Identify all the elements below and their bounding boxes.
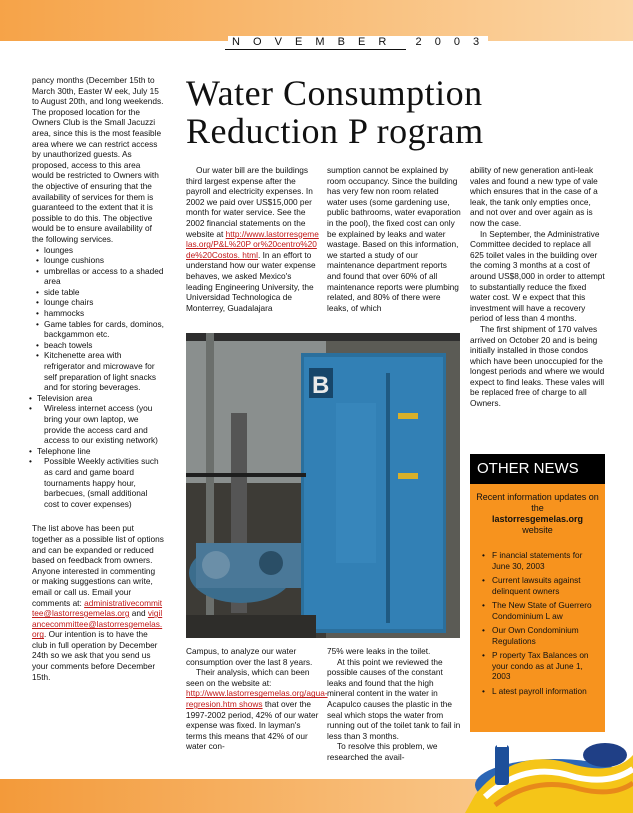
col2-text-2: . In an effort to understand how our water expense behaves, we asked Mexico's leading Engineering University, the Universidad Technologica de Monterrey, Guadalajara [186, 249, 316, 313]
col3-bottom-p2: At this point we reviewed the possible causes of the constant leaks and found that the high mineral content in the water in Acapulco causes the plastic in the seal which stops the water from running out of the toilet tank to fail in less than 3 months. [327, 656, 461, 741]
col4-p1: ability of new generation anti-leak vales and found a new type of vale which ensures that in the case of a leak, the tank only empties once, and not over and over again as is now the case. [470, 165, 598, 228]
col2-bottom-p1: Campus, to analyze our water consumption over the last 8 years. [186, 646, 313, 667]
col2-bottom-p2b: that over the 1997-2002 period, 42% of our water expense was fixed. In layman's terms this means that 42% of our water con- [186, 698, 319, 752]
closing-text: The list above has been put together as a possible list of options and can be expanded or reduced based on feedback from owners. Anyone interested in commenting or making suggestions can write, email or call us. Email your comments at: [32, 523, 164, 608]
service-item: • umbrellas or access to a shaded area [44, 266, 164, 287]
news-item[interactable]: • P roperty Tax Balances on your condo as at June 1, 2003 [492, 650, 599, 682]
closing-text-2: . Our intention is to have the club in full operation by December 24th so we ask that you send us your comments before December 15th. [32, 629, 158, 682]
other-news-heading: OTHER NEWS [470, 454, 605, 484]
col3-text: sumption cannot be explained by room occupancy. Since the building has very few non room related water uses (some gardening use, public bathrooms, water evaporation in the pool), the fixed cost can only be explained by leaks and water wastage. Based on this information, we started a study of our maintenance department reports and found that over 60% of all maintenance reports were plumbing related, and 80% of there were leaks, of which [327, 165, 461, 313]
pl-link[interactable]: http://www.lastorresgemelas.org/P&L%20P or%20centro%20de%20Costos. html [186, 228, 319, 260]
news-intro [470, 484, 605, 536]
service-item: • Television area [37, 393, 164, 404]
admin-email-link[interactable]: administrativecommittee@lastorresgemelas.org [32, 597, 163, 619]
col4-p2: In September, the Administrative Committee decided to replace all 625 toilet vales in the building over the coming 3 months at a cost of around US$8,000 in order to attempt to substantially reduce the fixed water cost. W e expect that this investment will have a recovery period of less than 4 months. [470, 228, 605, 324]
service-item: • lounge cushions [44, 255, 164, 266]
service-item: • hammocks [44, 308, 164, 319]
news-item[interactable]: • The New State of Guerrero Condominium L aw [492, 600, 599, 621]
issue-month: N O V E M B E R 2 0 0 3 [228, 36, 488, 48]
title-line-1: Water Consumption [186, 73, 483, 113]
news-item[interactable]: • Current lawsuits against delinquent owners [492, 575, 599, 596]
article-col2-top [186, 165, 320, 313]
news-item[interactable]: • F inancial statements for June 30, 2003 [492, 550, 599, 571]
services-list [32, 245, 164, 393]
svg-text:B: B [312, 372, 330, 399]
and-text: and [131, 608, 146, 619]
news-list [470, 550, 605, 696]
beach-towel-illustration [455, 725, 633, 813]
article-title [186, 74, 616, 150]
col2-text: Our water bill are the buildings third largest expense after the payroll and electricity expenses. In 2002 we paid over US$15,000 per month for water service. See the 2002 financial statements on the website at [186, 165, 313, 239]
pump-room-image [186, 333, 460, 638]
service-item: • Kitchenette area with refrigerator and microwave for self preparation of light snacks and for storing beverages. [44, 350, 164, 392]
article-col3-top [327, 165, 461, 313]
news-item[interactable]: • Our Own Condominium Regulations [492, 625, 599, 646]
regression-link[interactable]: http://www.lastorresgemelas.org/agua-regresion.htm shows [186, 688, 328, 709]
month-underline [225, 49, 406, 50]
article-col4 [470, 165, 605, 409]
service-item: • lounge chairs [44, 297, 164, 308]
service-item: • side table [44, 287, 164, 298]
service-item: • lounges [44, 245, 164, 256]
left-column [32, 75, 164, 682]
article-col2-bottom [186, 646, 328, 752]
news-intro-text: Recent information updates on the [476, 492, 599, 513]
article-col3-bottom [327, 646, 461, 763]
service-item: • Possible Weekly activities such as card and game board tournaments happy hour, barbecues, (small additional cost to cover expenses) [37, 456, 164, 509]
services-list-2 [32, 393, 164, 510]
water-pump-photo [186, 333, 460, 638]
service-item: • beach towels [44, 340, 164, 351]
news-item[interactable]: • L atest payroll information [492, 686, 599, 697]
vigilance-email-link[interactable]: vigilancecommittee@lastorresgemelas.org [32, 608, 163, 640]
service-item: • Telephone line [37, 446, 164, 457]
col2-bottom-p2a: Their analysis, which can been seen on the website at: [186, 667, 310, 688]
other-news-box [470, 484, 605, 732]
news-website-word: website [522, 525, 553, 535]
col3-bottom-p3: To resolve this problem, we researched the avail- [327, 741, 438, 762]
title-line-2: Reduction P rogram [186, 111, 484, 151]
left-intro: pancy months (December 15th to March 30th, Easter W eek, July 15 to August 20th, and long weekends. The proposed location for the Owners Club is the Small Jacuzzi area, since this is the most feasible area where we can restrict access by unauthorized guests. As proposed, access to this area would be restricted to Owners with the objective of ensuring that the availability of services for them is guaranteed to the extent that it is possible to do this. The objective would be to ensure availability of the following services. [32, 75, 164, 244]
col3-bottom-p1: 75% were leaks in the toilet. [327, 646, 431, 656]
col4-p3: The first shipment of 170 valves arrived on October 20 and is being initially installed in those condos which have been unoccupied for the longest periods and where we would expect to find leaks. These vales will be replaced free of charge to all Owners. [470, 323, 605, 409]
news-site-name[interactable]: lastorresgemelas.org [491, 514, 584, 524]
service-item: • Game tables for cards, dominos, backgammon etc. [44, 319, 164, 340]
service-item: • Wireless internet access (you bring your own laptop, we provide the access card and access to our existing network) [37, 403, 164, 445]
